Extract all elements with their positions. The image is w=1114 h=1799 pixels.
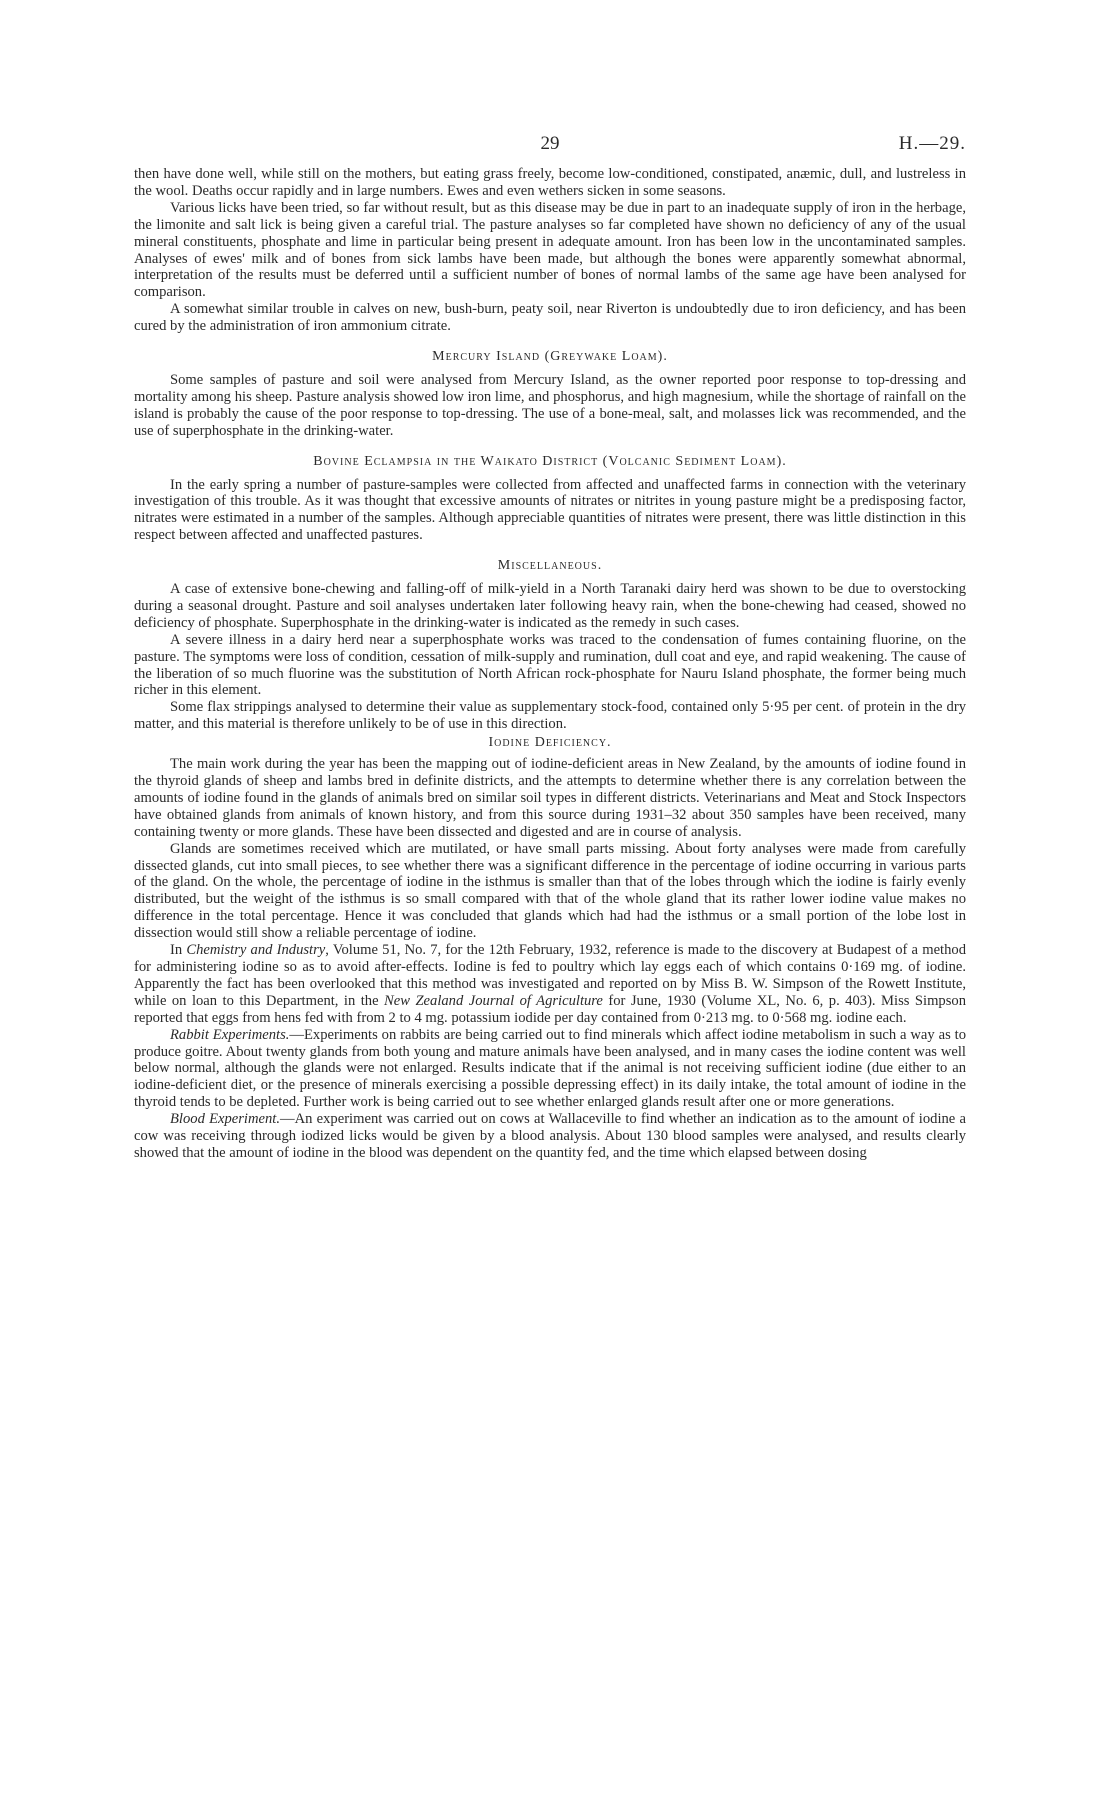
paragraph: then have done well, while still on the mothers, but eating grass freely, become low-conditioned, constipated, anæmic, dull, and lustreless in the wool. Deaths occur rapidly and in large numbers. Ewes and even wethers sicken in some seasons. — [134, 166, 966, 199]
document-page — [134, 133, 966, 1162]
journal-title: Chemistry and Industry — [186, 942, 326, 959]
paragraph: A somewhat similar trouble in calves on new, bush-burn, peaty soil, near Riverton is undoubtedly due to iron deficiency, and has been cured by the administration of iron ammonium citrate. — [134, 301, 966, 335]
section-heading-iodine-deficiency: Iodine Deficiency. — [488, 735, 612, 751]
document-reference: H.—29. — [898, 133, 966, 154]
subheading-blood-experiment: Blood Experiment. — [170, 1111, 280, 1128]
paragraph — [134, 942, 966, 1027]
paragraph: Some flax strippings analysed to determine their value as supplementary stock-food, contained only 5·95 per cent. of protein in the dry matter, and this material is therefore unlikely to be of use in this direction. — [134, 699, 966, 733]
section-heading-bovine-eclampsia: Bovine Eclampsia in the Waikato District (Volcanic Sediment Loam). — [313, 453, 787, 469]
paragraph — [134, 1111, 966, 1162]
paragraph: In the early spring a number of pasture-samples were collected from affected and unaffected farms in connection with the veterinary investigation of this trouble. As it was thought that excessive amounts of nitrates or nitrites in young pasture might be a predisposing factor, nitrates were estimated in a number of the samples. Although appreciable quantities of nitrates were present, there was little distinction in this respect between affected and unaffected pastures. — [134, 476, 966, 544]
text-run: , Volume 51, No. 7, for the 12th February, 1932, reference is made to the discovery at Budapest of a method for administering iodine so as to avoid after-effects. Iodine is fed to poultry which lay eggs each of which contains 0·169 mg. of iodine. Apparently the fact has been overlooked that this method was investigated and reported on by Miss B. W. Simpson of the Rowett Institute, while on loan to this Department, in the — [134, 942, 966, 1009]
text-run: for June, 1930 (Volume XL, No. 6, p. 403). Miss Simpson reported that eggs from hens fed with from 2 to 4 mg. potassium iodide per day contained from 0·213 mg. to 0·568 mg. iodine each. — [134, 992, 966, 1026]
journal-title: New Zealand Journal of Agriculture — [384, 992, 603, 1009]
paragraph — [134, 1027, 966, 1112]
paragraph: Various licks have been tried, so far without result, but as this disease may be due in part to an inadequate supply of iron in the herbage, the limonite and salt lick is being given a careful trial. The pasture analyses so far completed have shown no deficiency of any of the usual mineral constituents, phosphate and lime in particular being present in adequate amount. Iron has been low in the uncontaminated samples. Analyses of ewes' milk and of bones from sick lambs have been made, but although the bones were apparently somewhat abnormal, interpretation of the results must be deferred until a sufficient number of bones of normal lambs of the same age have been analysed for comparison. — [134, 199, 966, 301]
text-run: In — [170, 942, 187, 959]
text-run: —An experiment was carried out on cows at Wallaceville to find whether an indication as to the amount of iodine a cow was receiving through iodized licks would be given by a blood analysis. About 130 blood samples were analysed, and results clearly showed that the amount of iodine in the blood was dependent on the quantity fed, and the time which elapsed between dosing — [134, 1111, 966, 1161]
page-number: 29 — [540, 133, 560, 154]
paragraph: Some samples of pasture and soil were analysed from Mercury Island, as the owner reported poor response to top-dressing and mortality among his sheep. Pasture analysis showed low iron lime, and phosphorus, and high magnesium, while the shortage of rainfall on the island is probably the cause of the poor response to top-dressing. The use of a bone-meal, salt, and molasses lick was recommended, and the use of superphosphate in the drinking-water. — [134, 371, 966, 439]
section-heading-miscellaneous: Miscellaneous. — [497, 558, 603, 574]
subheading-rabbit-experiments: Rabbit Experiments. — [170, 1026, 290, 1043]
section-heading-mercury-island: Mercury Island (Greywake Loam). — [432, 349, 668, 365]
page-header — [134, 133, 966, 166]
text-run: —Experiments on rabbits are being carried out to find minerals which affect iodine metabolism in such a way as to produce goitre. About twenty glands from both young and mature animals have been analysed, and in many cases the iodine content was well below normal, although the glands were not enlarged. Results indicate that if the animal is not receiving sufficient iodine (due either to an iodine-deficient diet, or the presence of minerals exercising a possible depressing effect) in its daily intake, the total amount of iodine in the thyroid tends to be depleted. Further work is being carried out to see whether enlarged glands result after one or more generations. — [134, 1026, 966, 1111]
paragraph: A case of extensive bone-chewing and falling-off of milk-yield in a North Taranaki dairy herd was shown to be due to overstocking during a seasonal drought. Pasture and soil analyses undertaken later following heavy rain, when the bone-chewing had ceased, showed no deficiency of phosphate. Superphosphate in the drinking-water is indicated as the remedy in such cases. — [134, 581, 966, 631]
paragraph: The main work during the year has been the mapping out of iodine-deficient areas in New Zealand, by the amounts of iodine found in the thyroid glands of sheep and lambs bred in definite districts, and the attempts to determine whether there is any correlation between the amounts of iodine found in the glands of animals bred on similar soil types in different districts. Veterinarians and Meat and Stock Inspectors have obtained glands from animals of known history, and from this source during 1931–32 about 350 samples have been received, many containing twenty or more glands. These have been dissected and digested and are in course of analysis. — [134, 756, 966, 840]
paragraph: Glands are sometimes received which are mutilated, or have small parts missing. About forty analyses were made from carefully dissected glands, cut into small pieces, to see whether there was a significant difference in the percentage of iodine occurring in various parts of the gland. On the whole, the percentage of iodine in the isthmus is smaller than that of the lobes through which the iodine is fairly evenly distributed, but the weight of the isthmus is so small compared with that of the whole gland that its rather lower iodine value makes no difference in the total percentage. Hence it was concluded that glands which had had the isthmus or a small portion of the lobe lost in dissection would still show a reliable percentage of iodine. — [134, 840, 966, 942]
paragraph: A severe illness in a dairy herd near a superphosphate works was traced to the condensation of fumes containing fluorine, on the pasture. The symptoms were loss of condition, cessation of milk-supply and rumination, dull coat and eye, and rapid weakening. The cause of the liberation of so much fluorine was the substitution of North African rock-phosphate for Nauru Island phosphate, the former being much richer in this element. — [134, 631, 966, 699]
